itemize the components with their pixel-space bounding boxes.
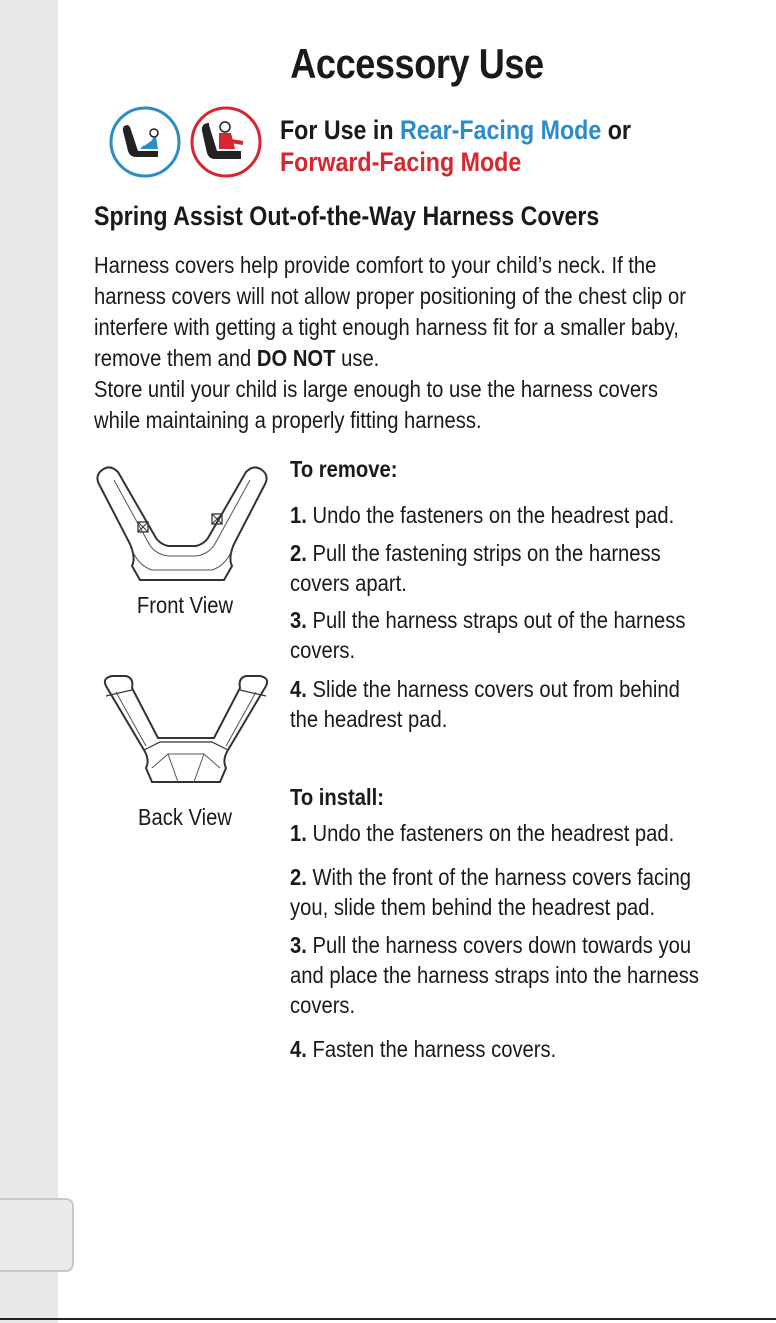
back-view-caption: Back View: [137, 804, 232, 830]
remove-step-3: 3. Pull the harness straps out of the harness covers.: [290, 607, 686, 663]
intro-paragraph: [94, 250, 686, 374]
harness-cover-back-view-illustration: [98, 672, 274, 800]
rear-facing-seat-icon: [108, 105, 182, 179]
store-paragraph: [94, 374, 658, 436]
rear-facing-mode-label: Rear-Facing Mode: [399, 115, 602, 145]
intro-line: remove them and DO NOT use.: [94, 345, 380, 371]
front-view-caption: Front View: [136, 592, 234, 618]
forward-facing-mode-label: Forward-Facing Mode: [280, 147, 522, 177]
store-line: while maintaining a properly fitting harness.: [94, 407, 482, 433]
side-margin-bar: [0, 0, 58, 1323]
bottom-rule: [0, 1318, 776, 1320]
install-step-1: 1. Undo the fasteners on the headrest pad.: [290, 820, 675, 846]
intro-line: Harness covers help provide comfort to your child’s neck. If the: [94, 252, 657, 278]
do-not-emphasis: DO NOT: [256, 345, 336, 371]
install-step-3: 3. Pull the harness covers down towards you and place the harness straps into the harness covers.: [290, 932, 699, 1018]
remove-step-1: 1. Undo the fasteners on the headrest pad.: [290, 502, 675, 528]
section-heading: Spring Assist Out-of-the-Way Harness Covers: [94, 201, 600, 231]
forward-facing-seat-icon: [189, 105, 263, 179]
remove-step-4: 4. Slide the harness covers out from behind the headrest pad.: [290, 676, 680, 732]
install-step-4: 4. Fasten the harness covers.: [290, 1036, 557, 1062]
mode-usage-text: [280, 114, 631, 178]
page-tab: [0, 1198, 74, 1272]
install-heading: To install:: [290, 784, 384, 810]
mode-prefix: For Use in: [280, 115, 400, 145]
mode-joiner: or: [601, 115, 631, 145]
store-line: Store until your child is large enough to use the harness covers: [94, 376, 658, 402]
page-title: Accessory Use: [290, 40, 544, 87]
harness-cover-front-view-illustration: [92, 458, 272, 588]
intro-line: harness covers will not allow proper positioning of the chest clip or: [94, 283, 687, 309]
install-step-2: 2. With the front of the harness covers facing you, slide them behind the headrest pad.: [290, 864, 692, 920]
intro-line: interfere with getting a tight enough harness fit for a smaller baby,: [94, 314, 679, 340]
remove-heading: To remove:: [290, 456, 398, 482]
remove-step-2: 2. Pull the fastening strips on the harness covers apart.: [290, 540, 661, 596]
